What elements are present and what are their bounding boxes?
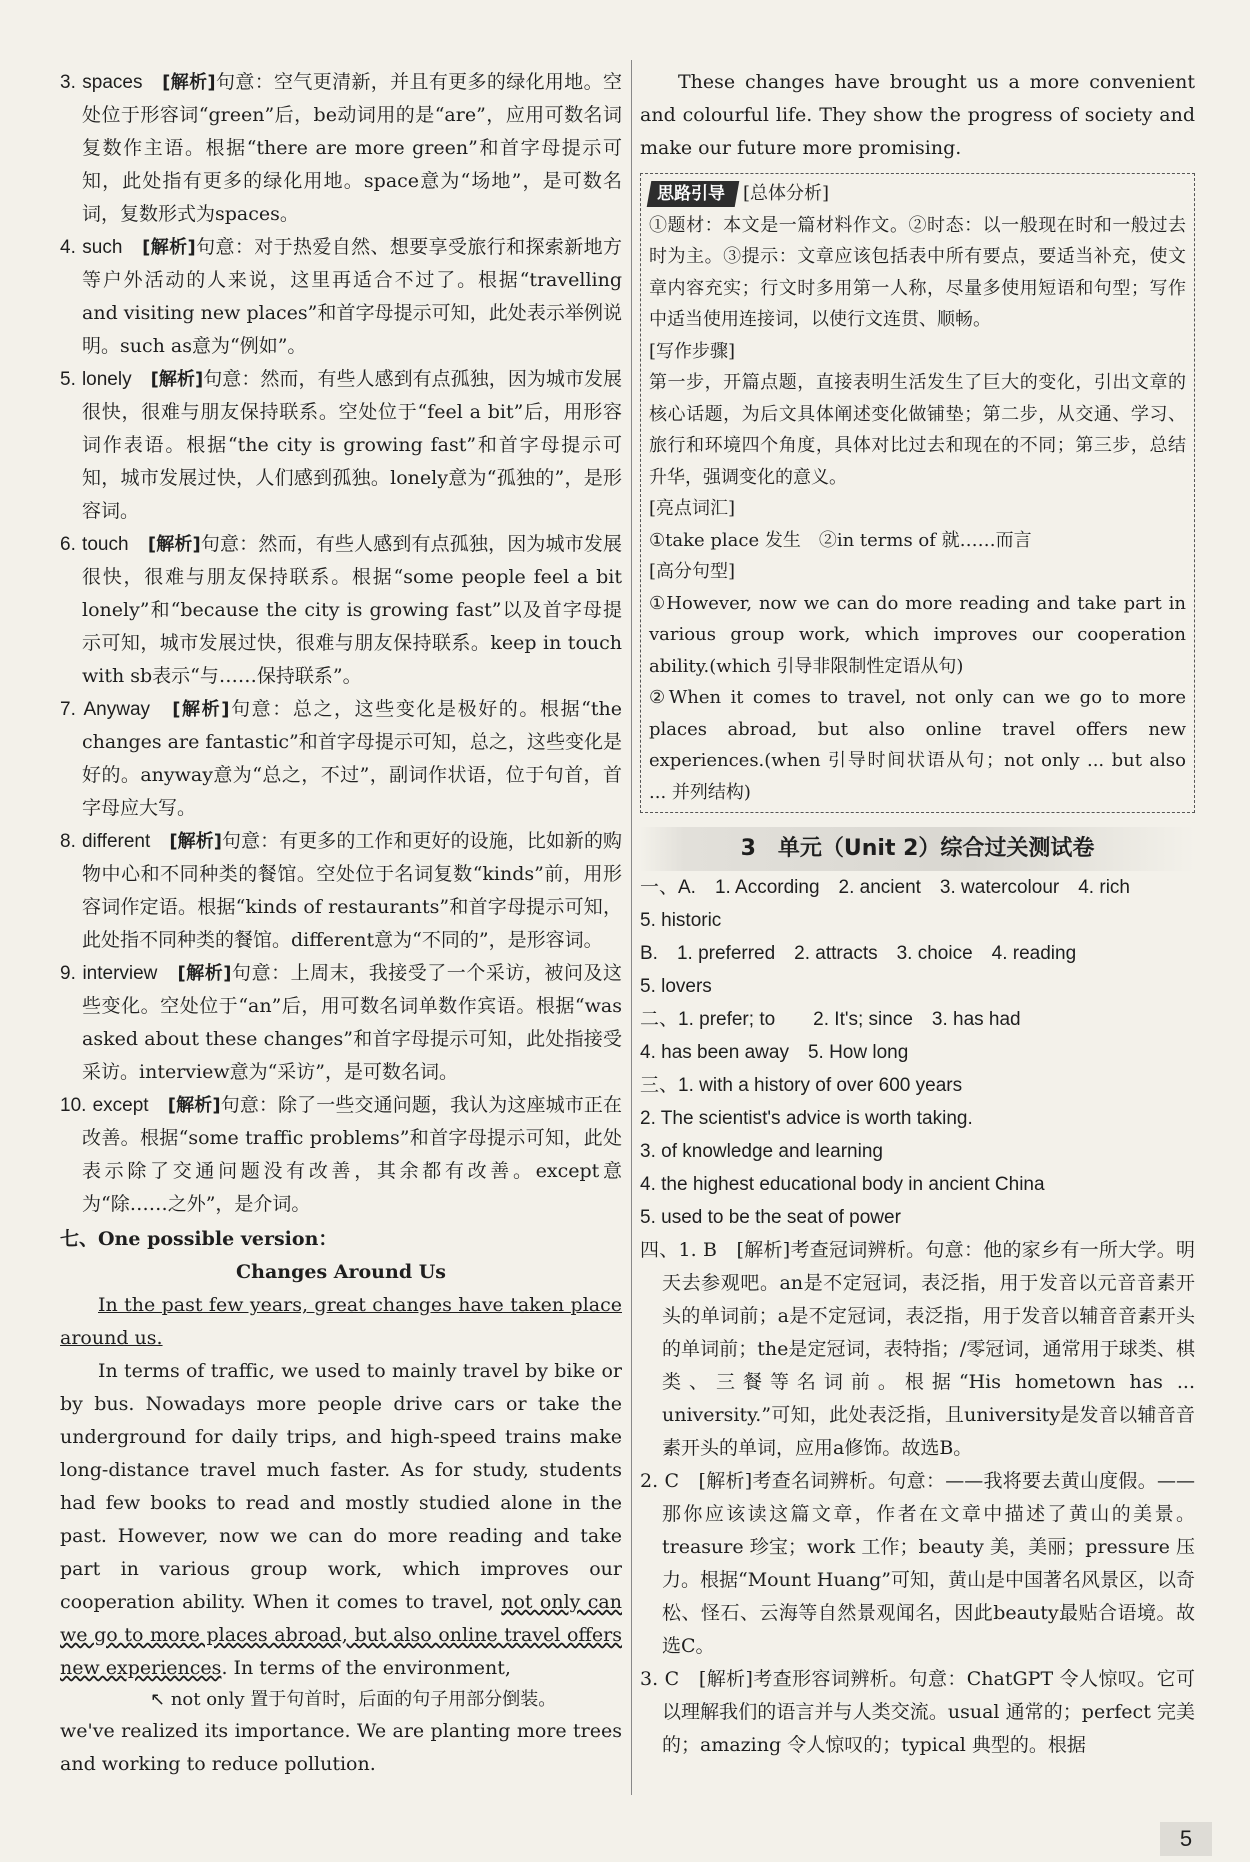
analysis-tag: [解析] [147, 534, 201, 555]
answer-number: 9. [60, 963, 76, 984]
page-number: 5 [1160, 1822, 1212, 1856]
answer-word: different [81, 831, 151, 852]
answer-item [60, 1089, 622, 1221]
analysis-tag: [解析] [169, 831, 222, 852]
unit-test-banner: 3 单元（Unit 2）综合过关测试卷 [640, 827, 1195, 871]
overall-label: [总体分析] [743, 183, 830, 204]
left-column [60, 66, 622, 1781]
answer-item [60, 825, 622, 957]
essay-p2-inversion: not only can we go to more places abroad, but also online travel offers new experiences [60, 1591, 622, 1679]
analysis-tag: [解析] [172, 699, 230, 720]
sentence-pattern-1: ①However, now we can do more reading and take part in various group work, which improves our cooperation ability.(which 引导非限制性定语从句) [649, 592, 1186, 677]
vocab-label: [亮点词汇] [649, 498, 736, 519]
unit-answer-line: B. 1. preferred 2. attracts 3. choice 4. reading [640, 943, 1077, 964]
writing-steps: 第一步，开篇点题，直接表明生活发生了巨大的变化，引出文章的核心话题，为后文具体阐述变化做铺垫；第二步，从交通、学习、旅行和环境四个角度，具体对比过去和现在的不同；第三步，总结升华，强调变化的意义。 [649, 372, 1186, 488]
steps-label: [写作步骤] [649, 340, 736, 362]
answer-number: 7. [60, 699, 76, 720]
answer-item [60, 66, 622, 231]
unit-answer-line: 5. lovers [640, 976, 712, 997]
analysis-text: 句意：上周末，我接受了一个采访，被问及这些变化。空处位于“an”后，用可数名词单数作宾语。根据“was asked about these changes”和首字母提示可知，此处指接受采访。interview意为“采访”，是可数名词。 [82, 962, 622, 1083]
analysis-text: 句意：然而，有些人感到有点孤独，因为城市发展很快，很难与朋友保持联系。空处位于“feel a bit”后，用形容词作表语。根据“the city is growing fast”和首字母提示可知，城市发展过快，人们感到孤独。lonely意为“孤独的”，是形容词。 [82, 368, 622, 522]
essay-heading: 七、One possible version： [60, 1228, 338, 1250]
analysis-text: 句意：除了一些交通问题，我认为这座城市正在改善。根据“some traffic problems”和首字母提示可知，此处表示除了交通问题没有改善，其余都有改善。except意为“除……之外”，是介词。 [82, 1094, 622, 1215]
answer-word: except [92, 1095, 149, 1116]
answer-word: spaces [82, 72, 143, 93]
analysis-text: 句意：对于热爱自然、想要享受旅行和探索新地方等户外活动的人来说，这里再适合不过了。根据“travelling and visiting new places”和首字母提示可知，此处表示举例说明。such as意为“例如”。 [82, 236, 622, 357]
analysis-tag: [解析] [177, 963, 232, 984]
unit-q4-3: 3. C [解析]考查形容词辨析。句意：ChatGPT 令人惊叹。它可以理解我们的语言并与人类交流。usual 通常的；perfect 完美的；amazing 令人惊叹的；typical 典型的。根据 [640, 1668, 1195, 1756]
unit-q4-2: 2. C [解析]考查名词辨析。句意：——我将要去黄山度假。——那你应该读这篇文章，作者在文章中描述了黄山的美景。treasure 珍宝；work 工作；beauty 美，美丽；pressure 压力。根据“Mount Huang”可知，黄山是中国著名风景区，以奇松、怪石、云海等自然景观闻名，因此beauty最贴合语境。故选C。 [640, 1470, 1196, 1657]
unit-answer-line: 3. of knowledge and learning [640, 1141, 883, 1162]
essay-p2-a: In terms of traffic, we used to mainly travel by bike or by bus. Nowadays more people drive cars or take the underground for daily trips, and high-speed trains make long-distance travel much faster. As for study, students had few books to read and mostly studied alone in the past. However, now we can do more reading and take part in various group work, which improves our cooperation ability. When it comes to travel, [60, 1360, 622, 1613]
analysis-tag: [解析] [150, 369, 204, 390]
right-column [640, 66, 1195, 1762]
essay-p1-underlined: In the past few years, great changes have taken place around us. [60, 1294, 622, 1349]
guide-badge: 思路引导 [647, 181, 740, 207]
answer-word: interview [82, 963, 158, 984]
answer-list [60, 66, 622, 1221]
answer-number: 5. [60, 369, 76, 390]
unit-answer-line: 5. historic [640, 910, 722, 931]
sentence-label: [高分句型] [649, 561, 736, 582]
answer-item [60, 231, 622, 363]
unit-q4-1: 四、1. B [解析]考查冠词辨析。句意：他的家乡有一所大学。明天去参观吧。an是不定冠词，表泛指，用于发音以元音音素开头的单词前；a是不定冠词，表泛指，用于发音以辅音音素开头的单词前；the是定冠词，表特指；/零冠词，通常用于球类、棋类、三餐等名词前。根据“His hometown has ... university.”可知，此处表泛指，且university是发音以辅音音素开头的单词，应用a修饰。故选B。 [640, 1239, 1195, 1459]
answer-item [60, 957, 622, 1089]
overall-analysis: ①题材：本文是一篇材料作文。②时态：以一般现在时和一般过去时为主。③提示：文章应该包括表中所有要点，要适当补充，使文章内容充实；行文时多用第一人称，尽量多使用短语和句型；写作中适当使用连接词，以使行文连贯、顺畅。 [649, 214, 1186, 330]
inversion-note-text: not only 置于句首时，后面的句子用部分倒装。 [170, 1689, 557, 1710]
essay-p2-c: . In terms of the environment, [221, 1657, 511, 1679]
analysis-tag: [解析] [162, 72, 216, 93]
answer-number: 3. [60, 72, 76, 93]
essay-title: Changes Around Us [236, 1261, 446, 1283]
answer-number: 10. [60, 1095, 87, 1116]
unit-answer-line: 一、A. 1. According 2. ancient 3. watercolour 4. rich [640, 877, 1130, 898]
unit-answer-line: 5. used to be the seat of power [640, 1207, 901, 1228]
sentence-pattern-2: ②When it comes to travel, not only can we go to more places abroad, but also online travel offers new experiences.(when 引导时间状语从句；not only ... but also ... 并列结构) [649, 687, 1186, 803]
unit-answer-line: 4. the highest educational body in ancient China [640, 1174, 1045, 1195]
analysis-text: 句意：空气更清新，并且有更多的绿化用地。空处位于形容词“green”后，be动词用的是“are”，应用可数名词复数作主语。根据“there are more green”和首字母提示可知，此处指有更多的绿化用地。space意为“场地”，是可数名词，复数形式为spaces。 [82, 71, 622, 225]
essay-p2-d: we've realized its importance. We are planting more trees and working to reduce pollution. [60, 1720, 622, 1775]
unit-answer-line: 二、1. prefer; to 2. It's; since 3. has had [640, 1009, 1021, 1030]
column-divider [631, 60, 632, 1795]
highlight-vocab: ①take place 发生 ②in terms of 就……而言 [649, 529, 1032, 551]
writing-guide-box [640, 173, 1195, 813]
answer-number: 6. [60, 534, 76, 555]
analysis-text: 句意：有更多的工作和更好的设施，比如新的购物中心和不同种类的餐馆。空处位于名词复数“kinds”前，用形容词作定语。根据“kinds of restaurants”和首字母提示可知，此处指不同种类的餐馆。different意为“不同的”，是形容词。 [82, 830, 622, 951]
answer-item [60, 528, 622, 693]
essay-paragraph-3: These changes have brought us a more convenient and colourful life. They show the progress of society and make our future more promising. [640, 71, 1195, 159]
answer-number: 8. [60, 831, 76, 852]
answer-item [60, 363, 622, 528]
analysis-tag: [解析] [167, 1095, 221, 1116]
unit-answer-line: 2. The scientist's advice is worth taking. [640, 1108, 973, 1129]
answer-item [60, 693, 622, 825]
inversion-note [60, 1685, 622, 1715]
unit-answer-line: 4. has been away 5. How long [640, 1042, 909, 1063]
answer-word: lonely [81, 369, 132, 390]
unit-answer-lines [640, 871, 1195, 1234]
analysis-tag: [解析] [142, 237, 196, 258]
analysis-text: 句意：然而，有些人感到有点孤独，因为城市发展很快，很难与朋友保持联系。根据“some people feel a bit lonely”和“because the city is growing fast”以及首字母提示可知，城市发展过快，很难与朋友保持联系。keep in touch with sb表示“与……保持联系”。 [82, 533, 622, 687]
essay-paragraph-1 [60, 1289, 622, 1355]
answer-number: 4. [60, 237, 76, 258]
unit-answer-line: 三、1. with a history of over 600 years [640, 1075, 963, 1096]
arrow-icon: ↖ [150, 1689, 166, 1710]
essay-paragraph-2 [60, 1355, 622, 1685]
analysis-text: 句意：总之，这些变化是极好的。根据“the changes are fantastic”和首字母提示可知，总之，这些变化是好的。anyway意为“总之，不过”，副词作状语，位于句首，首字母应大写。 [82, 698, 622, 819]
answer-word: touch [82, 534, 129, 555]
answer-word: such [82, 237, 123, 258]
answer-word: Anyway [83, 699, 151, 720]
